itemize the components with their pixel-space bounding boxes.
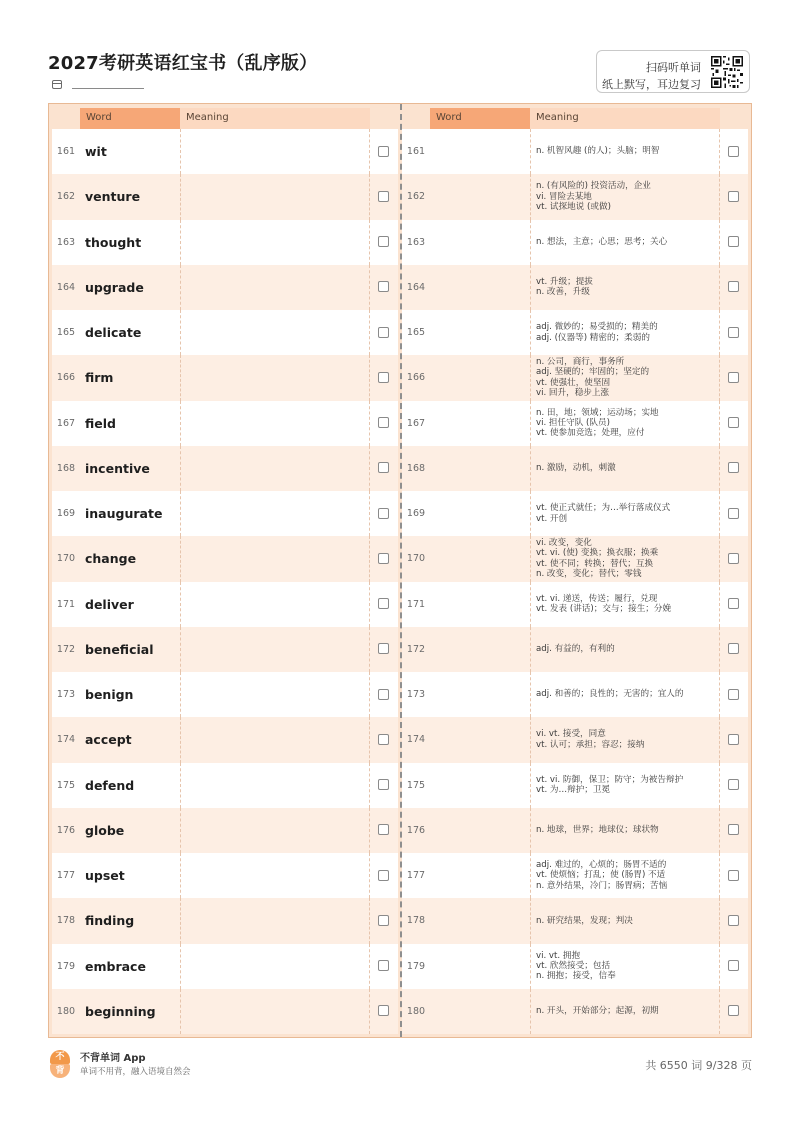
row-number: 164 bbox=[406, 281, 426, 293]
row-number: 175 bbox=[406, 779, 426, 791]
meaning-blank[interactable] bbox=[180, 129, 370, 174]
meaning-blank[interactable] bbox=[180, 582, 370, 627]
word-text: upset bbox=[85, 868, 125, 884]
word-text: deliver bbox=[85, 596, 134, 612]
meaning-line: vi. vt. 接受，同意 bbox=[536, 729, 606, 740]
calendar-icon bbox=[52, 80, 62, 89]
meaning-line: vt. 为…辩护；卫冕 bbox=[536, 785, 611, 796]
meaning-line: n. 激励，动机，刺激 bbox=[536, 463, 616, 474]
row-number: 173 bbox=[56, 689, 76, 701]
row-number: 163 bbox=[406, 236, 426, 248]
page-title: 2027考研英语红宝书（乱序版） bbox=[48, 53, 318, 74]
row-number: 161 bbox=[406, 146, 426, 158]
meaning-line: n. (有风险的) 投资活动，企业 bbox=[536, 181, 651, 192]
word-text: change bbox=[85, 551, 137, 567]
table-row bbox=[402, 672, 748, 717]
meaning-text bbox=[536, 265, 716, 310]
row-number: 170 bbox=[406, 553, 426, 565]
meaning-line: adj. 有益的，有利的 bbox=[536, 644, 615, 655]
table-row bbox=[52, 174, 398, 219]
meaning-line: vi. 改变，变化 bbox=[536, 538, 592, 549]
meaning-line: vt. 使正式就任；为…举行落成仪式 bbox=[536, 503, 671, 514]
meaning-line: vi. 回升，稳步上涨 bbox=[536, 388, 610, 399]
row-number: 180 bbox=[406, 1005, 426, 1017]
table-row bbox=[402, 853, 748, 898]
mastered-checkbox[interactable] bbox=[378, 824, 389, 835]
meaning-blank[interactable] bbox=[180, 310, 370, 355]
row-number: 178 bbox=[406, 915, 426, 927]
row-number: 170 bbox=[56, 553, 76, 565]
meaning-blank[interactable] bbox=[180, 536, 370, 581]
mastered-checkbox[interactable] bbox=[728, 146, 739, 157]
col-word-label: Word bbox=[436, 112, 462, 123]
row-number: 162 bbox=[406, 191, 426, 203]
table-row bbox=[52, 717, 398, 762]
meaning-text bbox=[536, 717, 716, 762]
mastered-checkbox[interactable] bbox=[378, 281, 389, 292]
meaning-text bbox=[536, 355, 716, 400]
mastered-checkbox[interactable] bbox=[728, 417, 739, 428]
row-number: 179 bbox=[56, 960, 76, 972]
row-number: 167 bbox=[406, 417, 426, 429]
meaning-blank[interactable] bbox=[180, 717, 370, 762]
meaning-column-panel bbox=[402, 108, 748, 1034]
row-number: 169 bbox=[56, 508, 76, 520]
meaning-blank[interactable] bbox=[180, 446, 370, 491]
table-row bbox=[52, 898, 398, 943]
word-text: wit bbox=[85, 144, 107, 160]
table-row bbox=[52, 355, 398, 400]
row-number: 178 bbox=[56, 915, 76, 927]
word-text: embrace bbox=[85, 958, 146, 974]
table-row bbox=[402, 763, 748, 808]
row-number: 167 bbox=[56, 417, 76, 429]
word-text: upgrade bbox=[85, 279, 144, 295]
table-row bbox=[52, 310, 398, 355]
meaning-line: adj. 坚硬的；牢固的；坚定的 bbox=[536, 367, 650, 378]
meaning-text bbox=[536, 401, 716, 446]
mastered-checkbox[interactable] bbox=[378, 915, 389, 926]
row-number: 172 bbox=[406, 643, 426, 655]
meaning-blank[interactable] bbox=[180, 401, 370, 446]
word-text: accept bbox=[85, 732, 132, 748]
word-text: inaugurate bbox=[85, 506, 163, 522]
meaning-line: adj. (仪器等) 精密的；柔弱的 bbox=[536, 332, 650, 343]
word-text: firm bbox=[85, 370, 114, 386]
meaning-text bbox=[536, 220, 716, 265]
meaning-line: vt. 开创 bbox=[536, 513, 568, 524]
meaning-line: vi. 担任守队 (队员) bbox=[536, 417, 610, 428]
mastered-checkbox[interactable] bbox=[378, 960, 389, 971]
row-number: 176 bbox=[56, 824, 76, 836]
mastered-checkbox[interactable] bbox=[378, 191, 389, 202]
mastered-checkbox[interactable] bbox=[378, 236, 389, 247]
promo-line-2: 纸上默写，耳边复习 bbox=[602, 78, 701, 91]
audio-promo-box bbox=[596, 50, 750, 93]
mastered-checkbox[interactable] bbox=[378, 553, 389, 564]
meaning-line: n. 开头，开始部分；起源，初期 bbox=[536, 1006, 659, 1017]
meaning-line: n. 改变，变化；替代；零钱 bbox=[536, 569, 642, 580]
word-text: field bbox=[85, 415, 116, 431]
meaning-line: vt. 使烦恼；打乱；使 (肠胃) 不适 bbox=[536, 870, 666, 881]
table-row bbox=[402, 355, 748, 400]
word-text: globe bbox=[85, 822, 125, 838]
col-meaning-label: Meaning bbox=[186, 112, 229, 123]
meaning-line: vi. 冒险去某地 bbox=[536, 191, 592, 202]
mastered-checkbox[interactable] bbox=[728, 870, 739, 881]
meaning-line: vt. 升级；提拔 bbox=[536, 276, 593, 287]
meaning-blank[interactable] bbox=[180, 808, 370, 853]
row-number: 171 bbox=[406, 598, 426, 610]
table-row bbox=[402, 401, 748, 446]
table-row bbox=[52, 944, 398, 989]
mastered-checkbox[interactable] bbox=[378, 462, 389, 473]
row-number: 168 bbox=[56, 462, 76, 474]
table-row bbox=[402, 898, 748, 943]
table-row bbox=[52, 265, 398, 310]
table-row bbox=[402, 717, 748, 762]
row-number: 162 bbox=[56, 191, 76, 203]
table-row bbox=[402, 536, 748, 581]
mastered-checkbox[interactable] bbox=[728, 689, 739, 700]
row-number: 174 bbox=[56, 734, 76, 746]
meaning-text bbox=[536, 672, 716, 717]
meaning-text bbox=[536, 627, 716, 672]
mastered-checkbox[interactable] bbox=[728, 191, 739, 202]
meaning-line: n. 地球，世界；地球仪；球状物 bbox=[536, 825, 659, 836]
meaning-line: vt. vi. (使) 变换；换衣服；换乘 bbox=[536, 548, 659, 559]
mastered-checkbox[interactable] bbox=[378, 779, 389, 790]
row-number: 163 bbox=[56, 236, 76, 248]
mastered-checkbox[interactable] bbox=[728, 553, 739, 564]
row-number: 168 bbox=[406, 462, 426, 474]
mastered-checkbox[interactable] bbox=[728, 779, 739, 790]
meaning-line: n. 田，地；领域；运动场；实地 bbox=[536, 407, 659, 418]
word-text: beginning bbox=[85, 1003, 156, 1019]
row-number: 175 bbox=[56, 779, 76, 791]
page-counter: 共 6550 词 9/328 页 bbox=[645, 1059, 752, 1072]
app-slogan: 单词不用背，融入语境自然会 bbox=[80, 1067, 191, 1077]
row-number: 164 bbox=[56, 281, 76, 293]
table-row bbox=[402, 582, 748, 627]
row-number: 161 bbox=[56, 146, 76, 158]
table-row bbox=[52, 808, 398, 853]
col-word-label: Word bbox=[86, 112, 112, 123]
mastered-checkbox[interactable] bbox=[728, 915, 739, 926]
meaning-line: vt. 使强壮，使坚固 bbox=[536, 377, 611, 388]
meaning-text bbox=[536, 944, 716, 989]
table-row bbox=[52, 627, 398, 672]
row-number: 172 bbox=[56, 643, 76, 655]
mastered-checkbox[interactable] bbox=[728, 598, 739, 609]
table-row bbox=[52, 672, 398, 717]
meaning-text bbox=[536, 446, 716, 491]
word-column-panel bbox=[52, 108, 398, 1034]
mastered-checkbox[interactable] bbox=[728, 236, 739, 247]
meaning-line: vi. vt. 拥抱 bbox=[536, 950, 581, 961]
mastered-checkbox[interactable] bbox=[378, 643, 389, 654]
meaning-blank[interactable] bbox=[180, 627, 370, 672]
app-brand: 不背单词 App bbox=[80, 1053, 146, 1064]
meaning-line: vt. vi. 防御，保卫；防守；为被告辩护 bbox=[536, 774, 684, 785]
mastered-checkbox[interactable] bbox=[728, 960, 739, 971]
table-row bbox=[52, 129, 398, 174]
table-row bbox=[402, 310, 748, 355]
meaning-line: n. 意外结果，冷门；肠胃病；苦恼 bbox=[536, 880, 668, 891]
promo-line-1: 扫码听单词 bbox=[646, 61, 701, 74]
mastered-checkbox[interactable] bbox=[378, 598, 389, 609]
mastered-checkbox[interactable] bbox=[728, 372, 739, 383]
word-text: benign bbox=[85, 687, 134, 703]
row-number: 179 bbox=[406, 960, 426, 972]
row-number: 180 bbox=[56, 1005, 76, 1017]
mastered-checkbox[interactable] bbox=[378, 508, 389, 519]
mastered-checkbox[interactable] bbox=[728, 734, 739, 745]
meaning-line: adj. 微妙的；易受损的；精美的 bbox=[536, 322, 658, 333]
meaning-line: n. 研究结果，发现；判决 bbox=[536, 915, 633, 926]
table-row bbox=[52, 582, 398, 627]
table-row bbox=[52, 763, 398, 808]
row-number: 174 bbox=[406, 734, 426, 746]
table-row bbox=[402, 174, 748, 219]
table-row bbox=[52, 220, 398, 265]
table-row bbox=[52, 491, 398, 536]
mastered-checkbox[interactable] bbox=[728, 327, 739, 338]
row-number: 173 bbox=[406, 689, 426, 701]
meaning-line: vt. 使不同；转换；替代；互换 bbox=[536, 558, 654, 569]
meaning-text bbox=[536, 174, 716, 219]
mastered-checkbox[interactable] bbox=[378, 1005, 389, 1016]
table-row bbox=[402, 989, 748, 1034]
table-row bbox=[402, 446, 748, 491]
meaning-text bbox=[536, 491, 716, 536]
table-row bbox=[402, 265, 748, 310]
table-row bbox=[52, 536, 398, 581]
table-row bbox=[52, 401, 398, 446]
meaning-line: vt. vi. 递送，传送；履行，兑现 bbox=[536, 593, 658, 604]
meaning-text bbox=[536, 129, 716, 174]
mastered-checkbox[interactable] bbox=[728, 1005, 739, 1016]
meaning-text bbox=[536, 536, 716, 581]
table-header bbox=[402, 108, 748, 129]
meaning-line: vt. 发表 (讲话)；交与；接生；分娩 bbox=[536, 604, 672, 615]
meaning-blank[interactable] bbox=[180, 174, 370, 219]
meaning-blank[interactable] bbox=[180, 853, 370, 898]
table-row bbox=[402, 808, 748, 853]
mastered-checkbox[interactable] bbox=[378, 870, 389, 881]
qr-code-icon[interactable] bbox=[711, 56, 743, 88]
meaning-line: n. 机智风趣 (的人)；头脑；明智 bbox=[536, 146, 660, 157]
row-number: 177 bbox=[56, 870, 76, 882]
meaning-line: n. 改善，升级 bbox=[536, 287, 590, 298]
meaning-line: vt. 认可；承担；容忍；接纳 bbox=[536, 739, 645, 750]
word-text: thought bbox=[85, 234, 142, 250]
row-number: 176 bbox=[406, 824, 426, 836]
vocab-sheet bbox=[48, 103, 752, 1038]
meaning-blank[interactable] bbox=[180, 944, 370, 989]
word-text: beneficial bbox=[85, 641, 154, 657]
meaning-blank[interactable] bbox=[180, 491, 370, 536]
table-row bbox=[402, 491, 748, 536]
table-row bbox=[52, 853, 398, 898]
meaning-blank[interactable] bbox=[180, 220, 370, 265]
row-number: 171 bbox=[56, 598, 76, 610]
mastered-checkbox[interactable] bbox=[378, 327, 389, 338]
meaning-blank[interactable] bbox=[180, 265, 370, 310]
mastered-checkbox[interactable] bbox=[378, 417, 389, 428]
word-text: incentive bbox=[85, 460, 150, 476]
word-text: finding bbox=[85, 913, 135, 929]
row-number: 165 bbox=[56, 327, 76, 339]
mastered-checkbox[interactable] bbox=[728, 462, 739, 473]
mastered-checkbox[interactable] bbox=[378, 734, 389, 745]
mastered-checkbox[interactable] bbox=[378, 146, 389, 157]
mastered-checkbox[interactable] bbox=[728, 508, 739, 519]
row-number: 166 bbox=[406, 372, 426, 384]
mastered-checkbox[interactable] bbox=[378, 689, 389, 700]
word-text: delicate bbox=[85, 325, 142, 341]
word-text: defend bbox=[85, 777, 135, 793]
meaning-blank[interactable] bbox=[180, 672, 370, 717]
row-number: 169 bbox=[406, 508, 426, 520]
mastered-checkbox[interactable] bbox=[728, 824, 739, 835]
meaning-line: vt. 欣然接受；包括 bbox=[536, 960, 611, 971]
word-text: venture bbox=[85, 189, 141, 205]
meaning-line: vt. 试探地说 (或做) bbox=[536, 202, 611, 213]
table-row bbox=[402, 129, 748, 174]
meaning-blank[interactable] bbox=[180, 763, 370, 808]
meaning-text bbox=[536, 310, 716, 355]
meaning-line: n. 拥抱；接受，信奉 bbox=[536, 971, 616, 982]
meaning-blank[interactable] bbox=[180, 898, 370, 943]
table-row bbox=[402, 944, 748, 989]
table-header bbox=[52, 108, 398, 129]
meaning-text bbox=[536, 808, 716, 853]
meaning-line: n. 想法，主意；心思；思考；关心 bbox=[536, 236, 668, 247]
date-blank-line bbox=[72, 88, 144, 89]
app-logo: 不 背 bbox=[50, 1050, 70, 1078]
meaning-text bbox=[536, 853, 716, 898]
row-number: 165 bbox=[406, 327, 426, 339]
col-meaning-label: Meaning bbox=[536, 112, 579, 123]
mastered-checkbox[interactable] bbox=[728, 281, 739, 292]
meaning-line: adj. 难过的，心烦的；肠胃不适的 bbox=[536, 860, 667, 871]
table-row bbox=[402, 627, 748, 672]
meaning-line: vt. 使参加竞选；处理，应付 bbox=[536, 428, 645, 439]
meaning-text bbox=[536, 582, 716, 627]
date-row bbox=[52, 80, 144, 89]
mastered-checkbox[interactable] bbox=[728, 643, 739, 654]
meaning-blank[interactable] bbox=[180, 989, 370, 1034]
meaning-blank[interactable] bbox=[180, 355, 370, 400]
table-row bbox=[52, 989, 398, 1034]
row-number: 177 bbox=[406, 870, 426, 882]
row-number: 166 bbox=[56, 372, 76, 384]
mastered-checkbox[interactable] bbox=[378, 372, 389, 383]
meaning-text bbox=[536, 763, 716, 808]
meaning-text bbox=[536, 989, 716, 1034]
table-row bbox=[52, 446, 398, 491]
table-row bbox=[402, 220, 748, 265]
meaning-text bbox=[536, 898, 716, 943]
meaning-line: adj. 和善的；良性的；无害的；宜人的 bbox=[536, 689, 684, 700]
meaning-line: n. 公司，商行，事务所 bbox=[536, 357, 625, 368]
